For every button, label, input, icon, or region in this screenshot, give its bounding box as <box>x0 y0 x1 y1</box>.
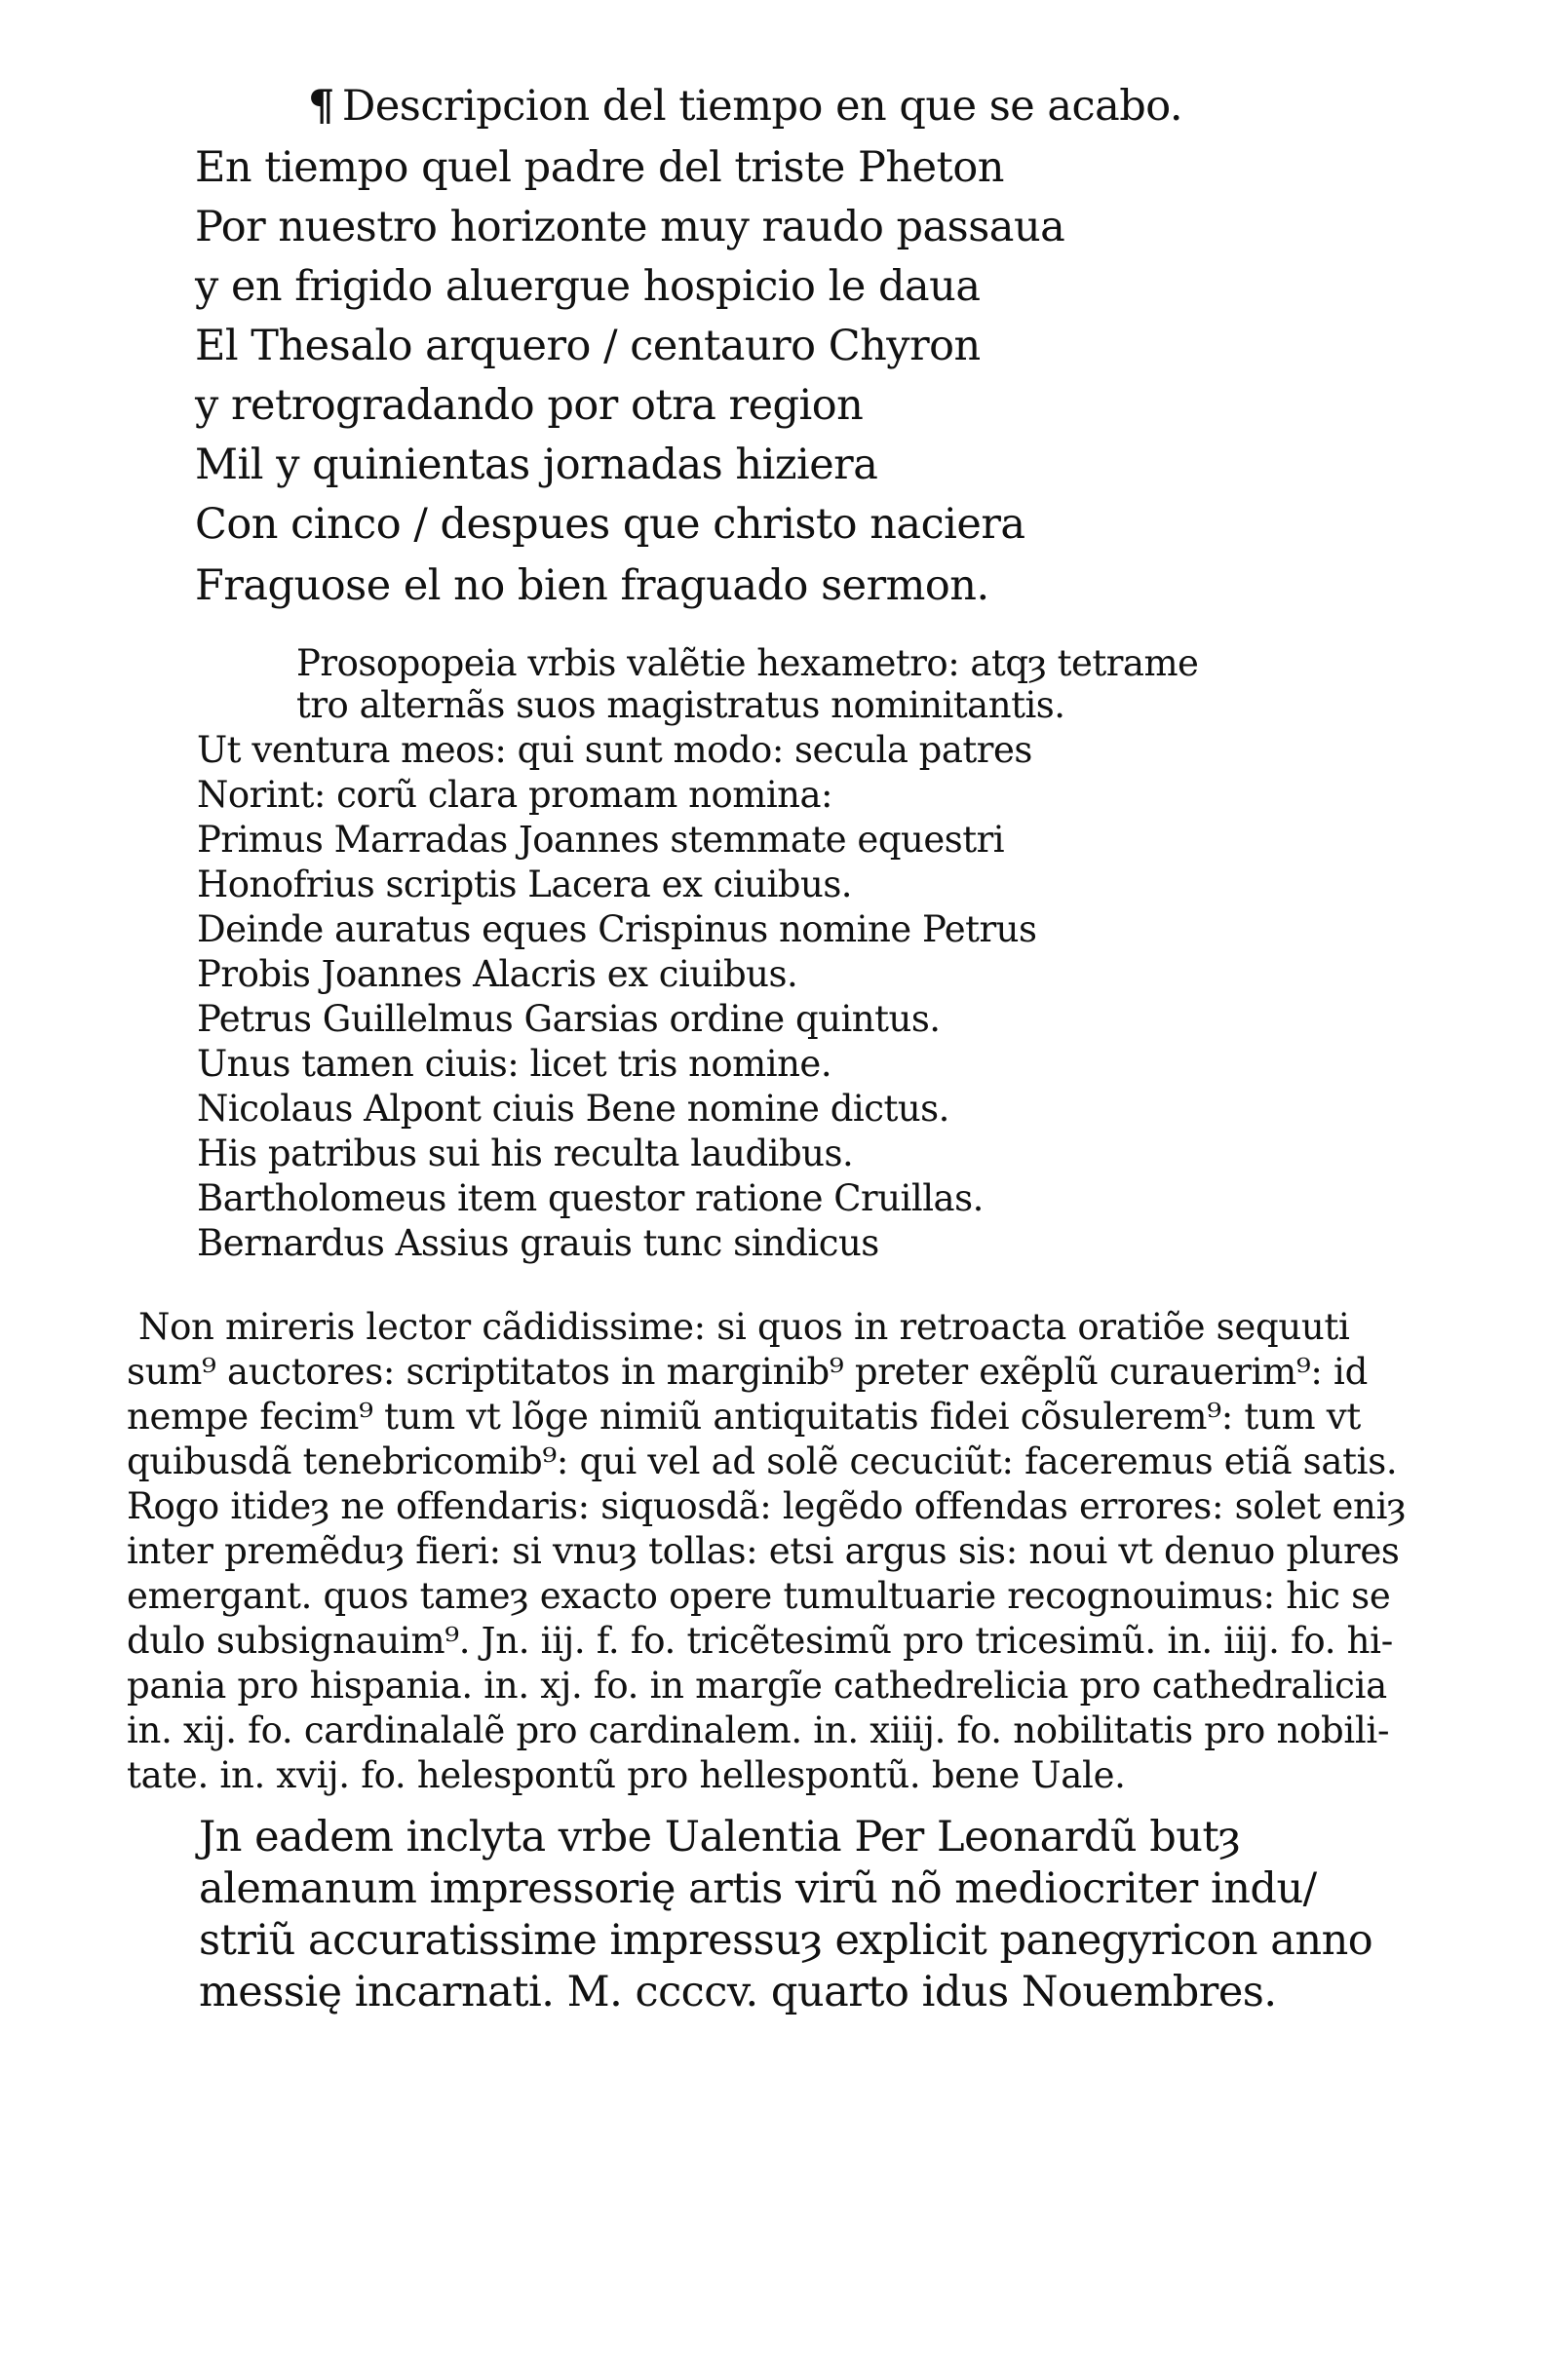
latin-verse-line: Bartholomeus item questor ratione Cruillas. <box>197 1177 984 1219</box>
latin-verse-line: Petrus Guillelmus Garsias ordine quintus. <box>197 998 941 1040</box>
latin-verse-line: Nicolaus Alpont ciuis Bene nomine dictus. <box>197 1088 949 1130</box>
pilcrow-mark: ¶ <box>308 82 334 131</box>
prose-line: nempe fecim⁹ tum vt lõge nimiũ antiquitatis fidei cõsulerem⁹: tum vt <box>127 1396 1361 1438</box>
verse-line: y retrogradando por otra region <box>195 381 864 430</box>
verse-line: Fraguose el no bien fraguado sermon. <box>195 561 989 610</box>
prose-line: sum⁹ auctores: scriptitatos in marginib⁹ preter exẽplũ curauerim⁹: id <box>127 1351 1368 1393</box>
colophon-line: alemanum impressorię artis virũ nõ mediocriter indu/ <box>199 1864 1317 1913</box>
verse-line: En tiempo quel padre del triste Pheton <box>195 143 1004 192</box>
prose-line: tate. in. xvij. fo. helespontũ pro hellespontũ. bene Uale. <box>127 1754 1126 1796</box>
verse-line: Con cinco / despues que christo naciera <box>195 500 1025 549</box>
prosopopeia-heading-line: tro alternãs suos magistratus nominitantis. <box>296 684 1065 726</box>
verse-line: y en frigido aluergue hospicio le daua <box>195 262 981 311</box>
latin-verse-line: Norint: corũ clara promam nomina: <box>197 774 833 816</box>
prose-line: Rogo itideȝ ne offendaris: siquosdã: legẽdo offendas errores: solet eniȝ <box>127 1485 1407 1527</box>
latin-verse-line: Deinde auratus eques Crispinus nomine Petrus <box>197 908 1037 950</box>
prose-line: dulo subsignauim⁹. Jn. iij. f. fo. tricẽtesimũ pro tricesimũ. in. iiij. fo. hi- <box>127 1620 1393 1662</box>
latin-verse-line: Bernardus Assius grauis tunc sindicus <box>197 1222 879 1264</box>
latin-verse-line: Primus Marradas Joannes stemmate equestri <box>197 819 1005 861</box>
verse-line: Por nuestro horizonte muy raudo passaua <box>195 203 1065 251</box>
verse-line: El Thesalo arquero / centauro Chyron <box>195 322 981 370</box>
verse-line: Mil y quinientas jornadas hiziera <box>195 441 878 489</box>
verse-title <box>308 82 1183 131</box>
colophon-line: Jn eadem inclyta vrbe Ualentia Per Leonardũ butȝ <box>199 1813 1241 1862</box>
prose-line: Non mireris lector cãdidissime: si quos in retroacta oratiõe sequuti <box>138 1306 1350 1348</box>
colophon-line: messię incarnati. M. ccccv. quarto idus Nouembres. <box>199 1968 1277 2016</box>
verse-title-text: Descripcion del tiempo en que se acabo. <box>341 82 1183 131</box>
prose-line: pania pro hispania. in. xj. fo. in margĩe cathedrelicia pro cathedralicia <box>127 1665 1387 1707</box>
prose-line: in. xij. fo. cardinalalẽ pro cardinalem. in. xiiij. fo. nobilitatis pro nobili- <box>127 1709 1390 1751</box>
prose-line: inter premẽduȝ fieri: si vnuȝ tollas: etsi argus sis: noui vt denuo plures <box>127 1530 1400 1572</box>
latin-verse-line: Ut ventura meos: qui sunt modo: secula patres <box>197 729 1032 771</box>
latin-verse-line: Honofrius scriptis Lacera ex ciuibus. <box>197 864 853 905</box>
prose-line: quibusdã tenebricomib⁹: qui vel ad solẽ cecuciũt: faceremus etiã satis. <box>127 1440 1398 1482</box>
prosopopeia-heading-line: Prosopopeia vrbis valẽtie hexametro: atqȝ tetrame <box>296 642 1199 684</box>
colophon-line: striũ accuratissime impressuȝ explicit panegyricon anno <box>199 1916 1373 1965</box>
latin-verse-line: His patribus sui his reculta laudibus. <box>197 1132 854 1174</box>
latin-verse-line: Unus tamen ciuis: licet tris nomine. <box>197 1043 832 1085</box>
prose-line: emergant. quos tameȝ exacto opere tumultuarie recognouimus: hic se <box>127 1575 1391 1617</box>
latin-verse-line: Probis Joannes Alacris ex ciuibus. <box>197 953 798 995</box>
